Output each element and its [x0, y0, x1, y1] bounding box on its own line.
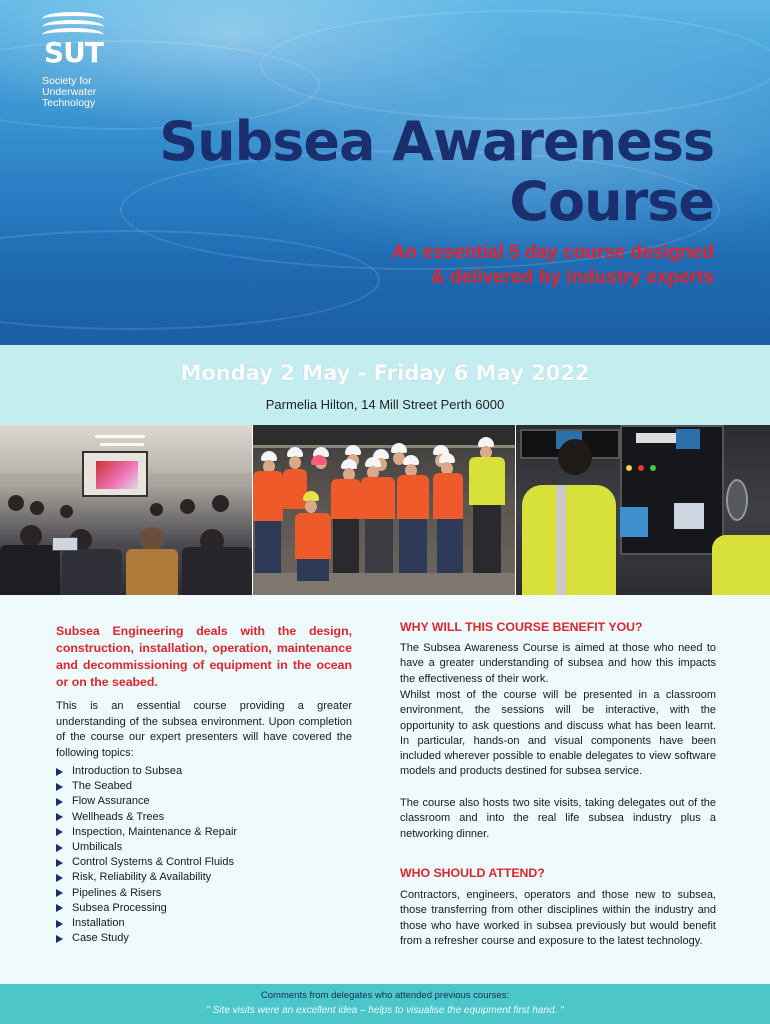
why-paragraph-2: Whilst most of the course will be presented in a classroom environment, the sessions will be interactive, with the opportunity to ask questions and discuss what has been learnt. In particular, hands-on and visual components have been included wherever possible to enable delegates to view software models and products destined for subsea service. [400, 689, 716, 778]
triangle-bullet-icon [56, 889, 63, 897]
triangle-bullet-icon [56, 859, 63, 867]
why-heading: WHY WILL THIS COURSE BENEFIT YOU? [400, 620, 643, 634]
hero-banner [0, 0, 770, 345]
title-line-2: Course [509, 170, 714, 233]
projector-screen [82, 451, 148, 497]
who-paragraph: Contractors, engineers, operators and those new to subsea, those transferring from other disciplines within the industry and those who have worked in subsea previously but would benefit from a refresher course and exposure to the latest technology. [400, 889, 716, 947]
page-title [159, 112, 714, 232]
logo-text: Society for Underwater Technology [42, 75, 97, 109]
subtitle-line-1: An essential 5 day course designed [391, 242, 714, 263]
list-item: Wellheads & Trees [56, 810, 352, 825]
who-heading: WHO SHOULD ATTEND? [400, 866, 545, 880]
triangle-bullet-icon [56, 783, 63, 791]
list-item: Case Study [56, 931, 352, 946]
triangle-bullet-icon [56, 935, 63, 943]
list-item: Control Systems & Control Fluids [56, 855, 352, 870]
list-item: The Seabed [56, 779, 352, 794]
delegate-quote: " Site visits were an excellent idea – helps to visualise the equipment first hand. " [206, 1005, 564, 1016]
subtitle-line-2: & delivered by industry experts [431, 267, 714, 288]
list-item: Introduction to Subsea [56, 764, 352, 779]
list-item: Umbilicals [56, 840, 352, 855]
triangle-bullet-icon [56, 813, 63, 821]
triangle-bullet-icon [56, 828, 63, 836]
comments-label: Comments from delegates who attended previous courses: [260, 990, 510, 1001]
control-room-photo [516, 425, 770, 595]
list-item: Installation [56, 916, 352, 931]
intro-paragraph: This is an essential course providing a greater understanding of the subsea environment. Upon completion of the course our expert presenters will have covered the following topics: [56, 700, 352, 759]
triangle-bullet-icon [56, 920, 63, 928]
triangle-bullet-icon [56, 904, 63, 912]
photo-strip [0, 425, 770, 595]
classroom-photo [0, 425, 252, 595]
group-photo [253, 425, 515, 595]
list-item: Subsea Processing [56, 901, 352, 916]
logo-letters: SUT [44, 36, 104, 69]
date-band [0, 345, 770, 425]
list-item: Pipelines & Risers [56, 886, 352, 901]
content-area [0, 595, 770, 984]
subtitle [392, 240, 714, 290]
topics-list [56, 764, 352, 946]
event-venue: Parmelia Hilton, 14 Mill Street Perth 6000 [265, 397, 505, 412]
event-date: Monday 2 May - Friday 6 May 2022 [180, 361, 590, 385]
lead-paragraph: Subsea Engineering deals with the design, construction, installation, operation, maintenance and decommissioning of equipment in the ocean or on the seabed. [56, 624, 352, 689]
why-paragraph-3: The course also hosts two site visits, taking delegates out of the classroom and into the real life subsea industry plus a networking dinner. [400, 797, 716, 840]
list-item: Inspection, Maintenance & Repair [56, 825, 352, 840]
list-item: Flow Assurance [56, 794, 352, 809]
triangle-bullet-icon [56, 874, 63, 882]
wave-icon [42, 10, 104, 68]
triangle-bullet-icon [56, 798, 63, 806]
title-line-1: Subsea Awareness [159, 110, 714, 173]
triangle-bullet-icon [56, 768, 63, 776]
footer-band [0, 984, 770, 1024]
sut-logo [42, 10, 108, 109]
why-paragraph-1: The Subsea Awareness Course is aimed at those who need to have a greater understanding of subsea and how this impacts the effectiveness of their work. [400, 642, 716, 685]
triangle-bullet-icon [56, 844, 63, 852]
list-item: Risk, Reliability & Availability [56, 870, 352, 885]
